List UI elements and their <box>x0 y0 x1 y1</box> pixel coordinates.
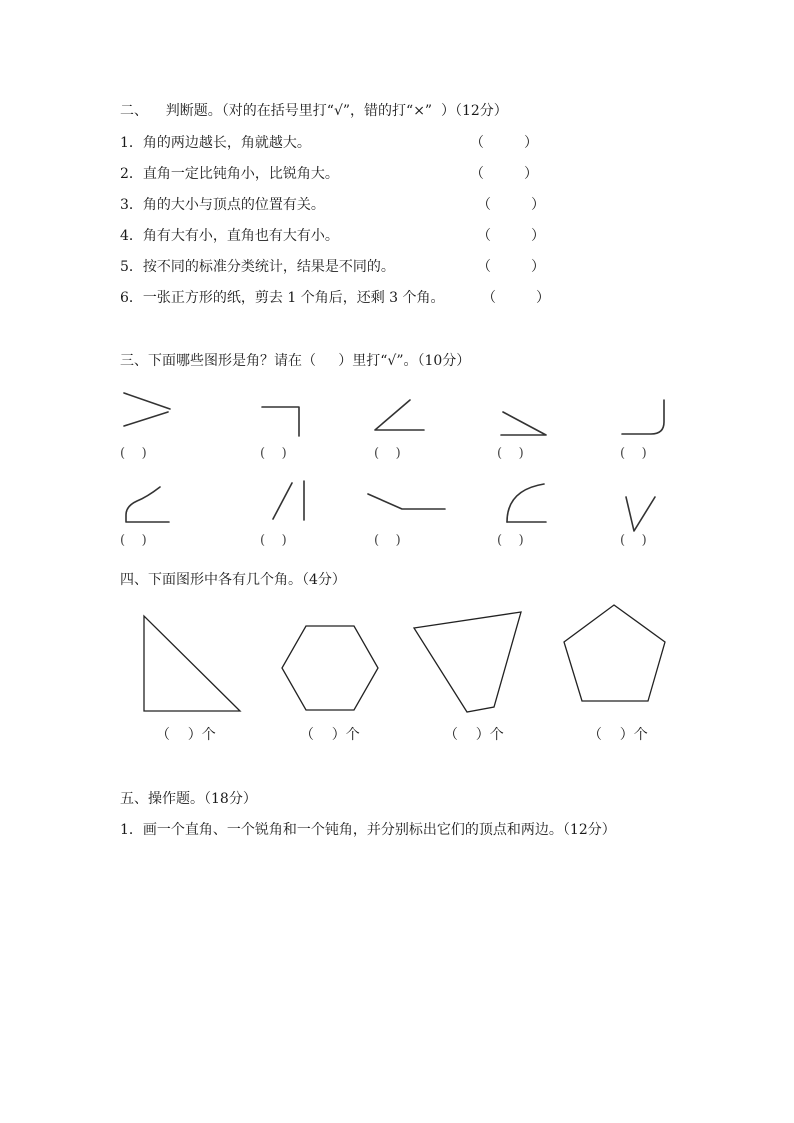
answer-blank-1[interactable]: （ ） <box>470 135 539 151</box>
quadrilateral-icon <box>414 612 521 712</box>
hexagon-icon <box>282 626 378 710</box>
figure-blank-8[interactable]: ( ) <box>374 533 401 548</box>
figure-blank-2[interactable]: ( ) <box>260 446 287 461</box>
triangle-icon <box>144 616 240 711</box>
question-4: 4．角有大有小，直角也有大有小。 <box>120 228 339 244</box>
question-3: 3．角的大小与顶点的位置有关。 <box>120 197 325 213</box>
curved-open-figure-icon <box>126 487 169 522</box>
answer-blank-2[interactable]: （ ） <box>470 166 539 182</box>
section-3-heading: 三、下面哪些图形是角？请在（ ）里打“√”。（10分） <box>120 353 471 369</box>
curved-corner-icon <box>622 400 664 434</box>
question-1: 1．角的两边越长，角就越大。 <box>120 135 311 151</box>
question-6: 6．一张正方形的纸，剪去 1 个角后，还剩 3 个角。 <box>120 290 445 306</box>
answer-blank-4[interactable]: （ ） <box>477 228 546 244</box>
angle-count-answer-1[interactable]: （ ）个 <box>156 727 216 743</box>
figure-blank-7[interactable]: ( ) <box>260 533 287 548</box>
separated-lines-icon <box>273 481 304 520</box>
pentagon-icon <box>564 605 665 701</box>
figure-blank-10[interactable]: ( ) <box>620 533 647 548</box>
figure-blank-9[interactable]: ( ) <box>497 533 524 548</box>
answer-blank-5[interactable]: （ ） <box>477 259 546 275</box>
question-2: 2．直角一定比钝角小，比锐角大。 <box>120 166 339 182</box>
answer-blank-3[interactable]: （ ） <box>477 197 546 213</box>
question-5: 5．按不同的标准分类统计，结果是不同的。 <box>120 259 395 275</box>
bent-line-icon <box>368 494 445 509</box>
figure-blank-3[interactable]: ( ) <box>374 446 401 461</box>
angle-icon <box>501 412 546 435</box>
figure-blank-6[interactable]: ( ) <box>120 533 147 548</box>
answer-blank-6[interactable]: （ ） <box>482 290 551 306</box>
section-4-heading: 四、下面图形中各有几个角。（4分） <box>120 572 346 588</box>
angle-count-answer-3[interactable]: （ ）个 <box>444 727 504 743</box>
curved-angle-icon <box>507 484 546 522</box>
v-angle-icon <box>626 497 655 531</box>
angle-count-answer-2[interactable]: （ ）个 <box>300 727 360 743</box>
angle-icon <box>375 400 424 430</box>
angle-count-answer-4[interactable]: （ ）个 <box>588 727 648 743</box>
section-5-heading: 五、操作题。（18分） <box>120 791 257 807</box>
figure-blank-5[interactable]: ( ) <box>620 446 647 461</box>
figure-blank-1[interactable]: ( ) <box>120 446 147 461</box>
operation-question-1: 1．画一个直角、一个锐角和一个钝角，并分别标出它们的顶点和两边。（12分） <box>120 822 616 838</box>
section-2-heading: 二、 判断题。（对的在括号里打“√”，错的打“×” ）（12分） <box>120 103 508 119</box>
open-corner-icon <box>262 407 299 436</box>
figure-blank-4[interactable]: ( ) <box>497 446 524 461</box>
two-diverging-lines-icon <box>124 393 170 426</box>
